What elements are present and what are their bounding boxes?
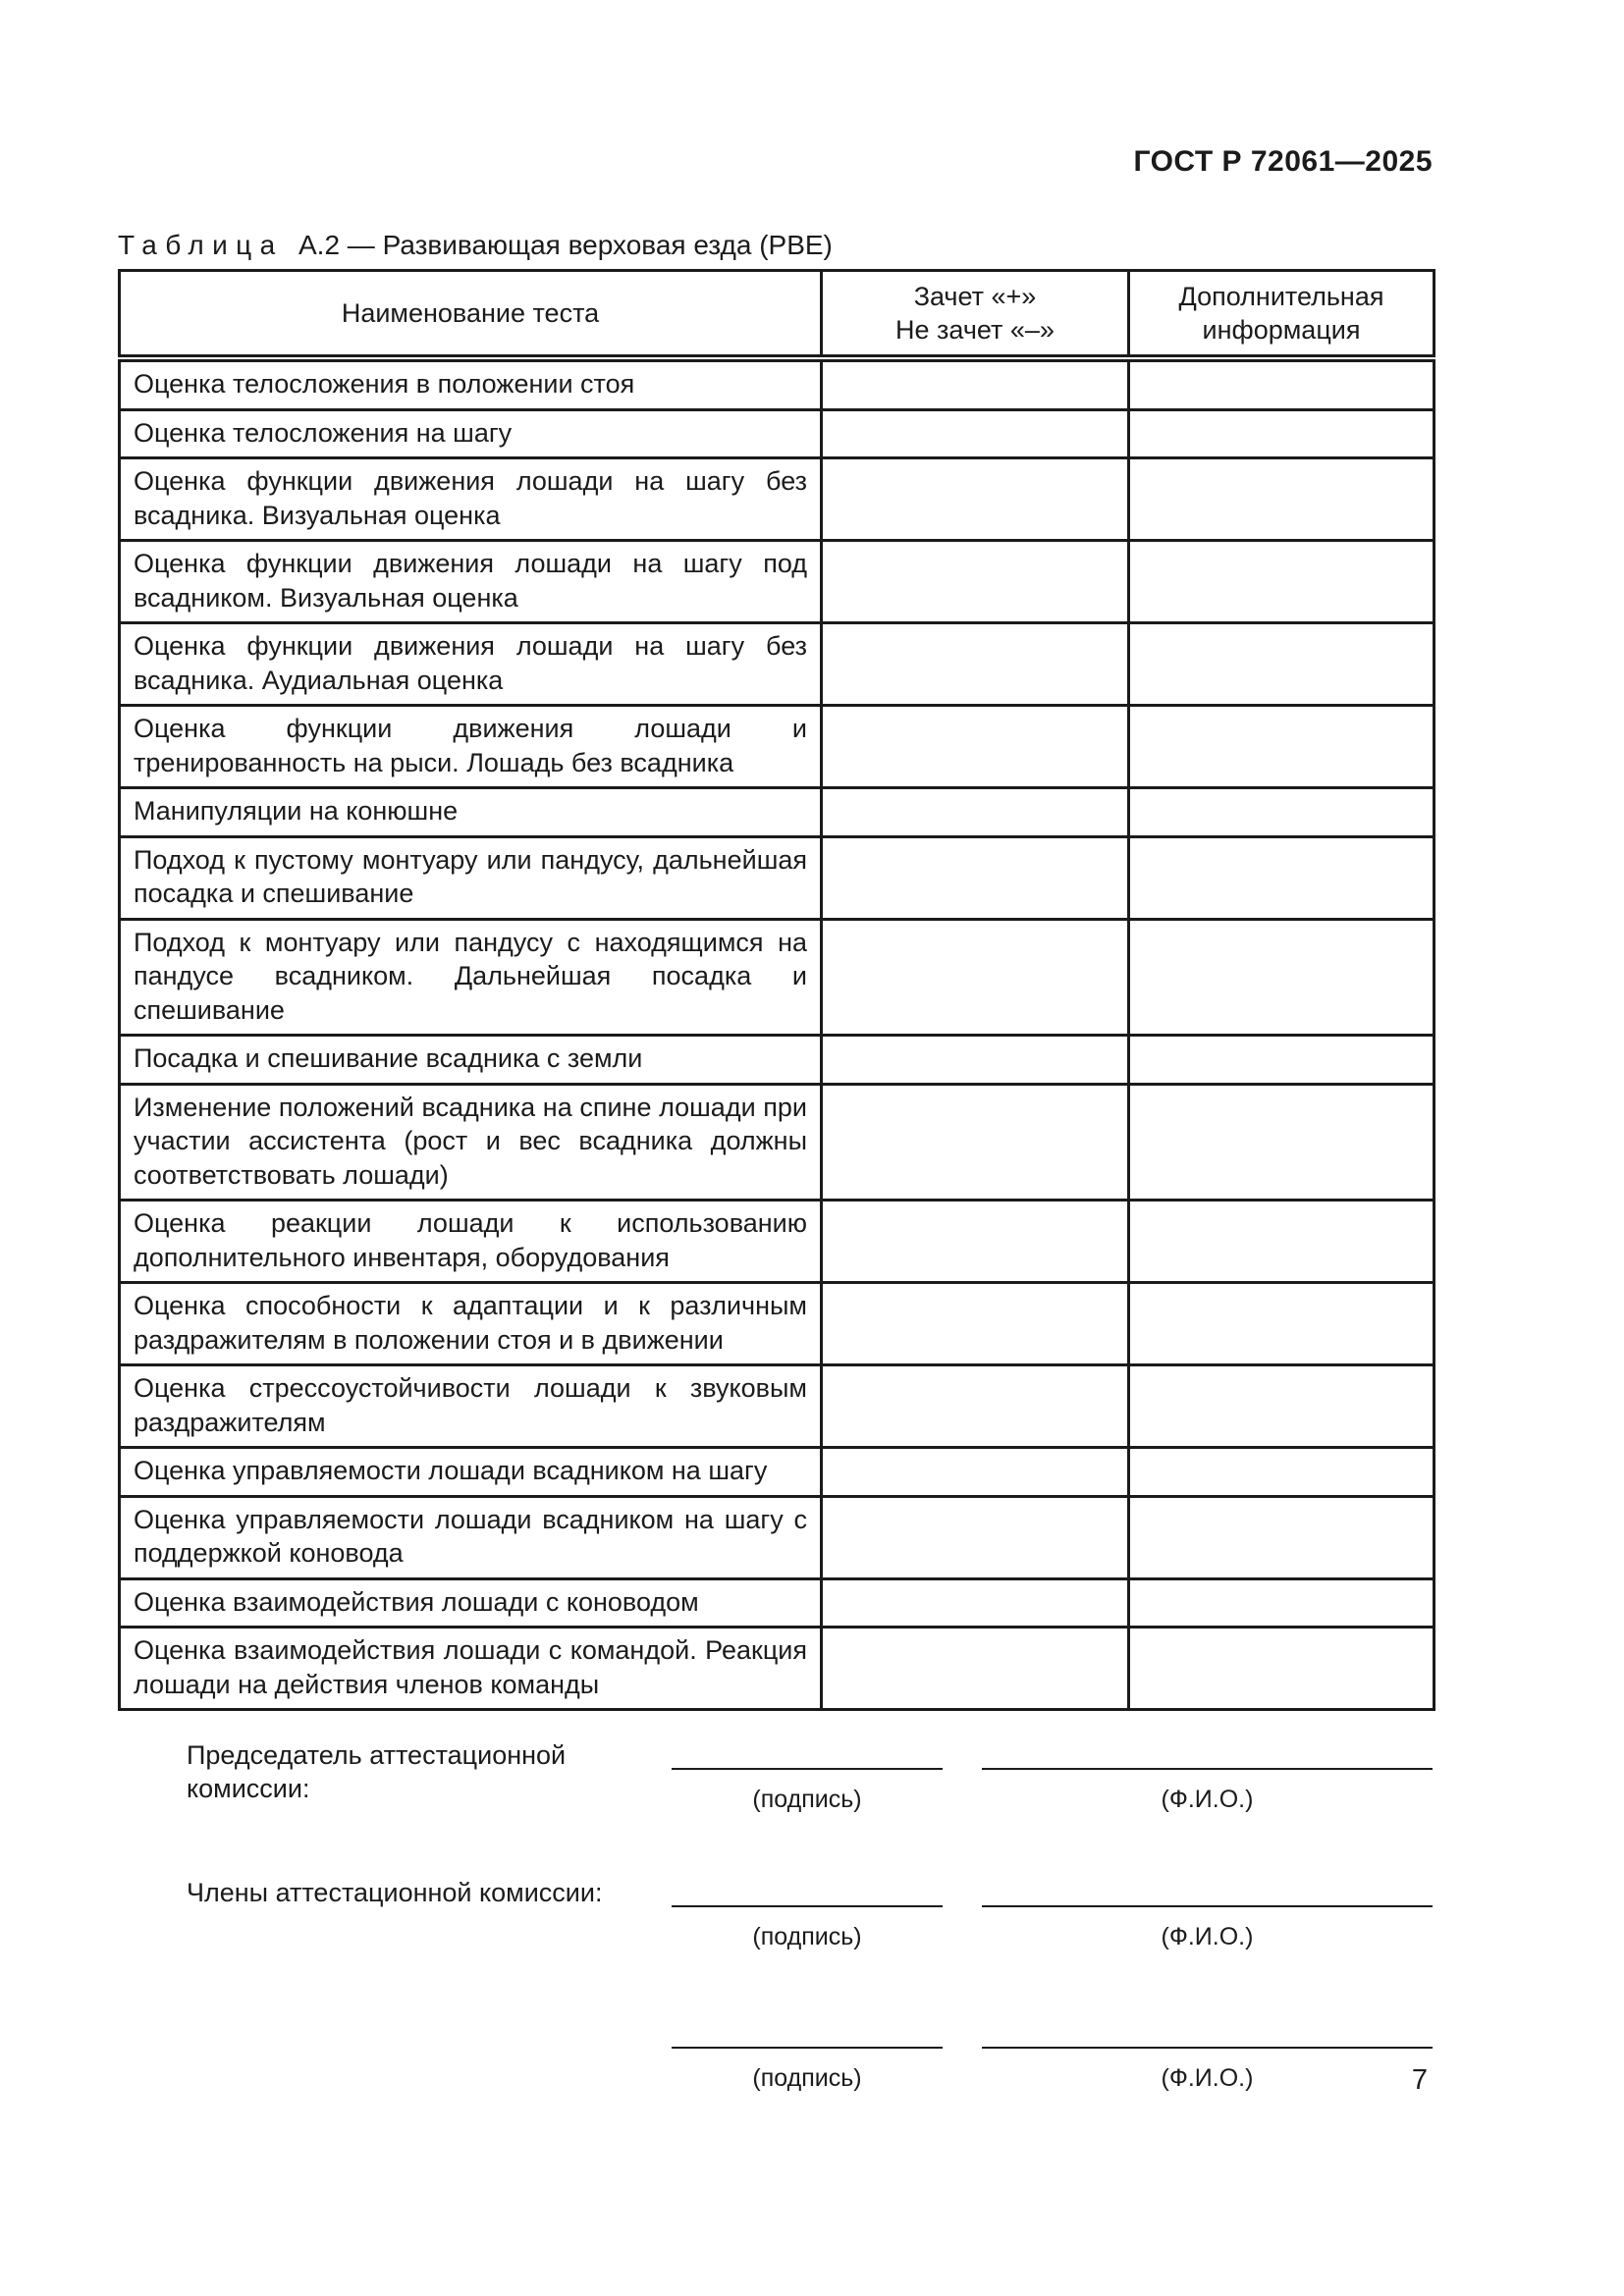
test-name-cell: Подход к пустому монтуару или пандусу, дальнейшая посадка и спешивание bbox=[120, 836, 822, 919]
test-name-cell: Изменение положений всадника на спине лошади при участии ассистента (рост и вес всадника должны соответствовать лошади) bbox=[120, 1084, 822, 1201]
table-row bbox=[120, 706, 1435, 788]
info-cell bbox=[1129, 706, 1435, 788]
signature-caption: (подпись) bbox=[752, 1786, 862, 1813]
score-cell bbox=[822, 541, 1129, 623]
info-cell bbox=[1129, 358, 1435, 409]
test-name-cell: Оценка функции движения лошади на шагу без всадника. Аудиальная оценка bbox=[120, 623, 822, 706]
chairman-label: Председатель аттестационной комиссии: bbox=[187, 1740, 567, 1803]
test-name-cell: Оценка функции движения лошади на шагу без всадника. Визуальная оценка bbox=[120, 458, 822, 541]
name-caption: (Ф.И.О.) bbox=[1161, 2064, 1254, 2092]
table-row bbox=[120, 1578, 1435, 1628]
score-cell bbox=[822, 1201, 1129, 1283]
members-label: Члены аттестационной комиссии: bbox=[187, 1878, 603, 1907]
name-caption: (Ф.И.О.) bbox=[1161, 1923, 1254, 1950]
info-cell bbox=[1129, 1283, 1435, 1365]
signature-row-members-2 bbox=[187, 2017, 1434, 2093]
table-row bbox=[120, 1628, 1435, 1710]
name-field bbox=[982, 1876, 1433, 1951]
info-cell bbox=[1129, 458, 1435, 541]
test-name-cell: Оценка функции движения лошади и тренированность на рыси. Лошадь без всадника bbox=[120, 706, 822, 788]
score-cell bbox=[822, 1084, 1129, 1201]
test-name-cell: Оценка реакции лошади к использованию дополнительного инвентаря, оборудования bbox=[120, 1201, 822, 1283]
table-row bbox=[120, 1283, 1435, 1365]
table-row bbox=[120, 919, 1435, 1036]
info-cell bbox=[1129, 919, 1435, 1036]
signature-field bbox=[672, 2017, 943, 2093]
info-cell bbox=[1129, 1084, 1435, 1201]
score-cell bbox=[822, 1365, 1129, 1448]
table-row bbox=[120, 1448, 1435, 1497]
score-cell bbox=[822, 409, 1129, 458]
name-line bbox=[982, 1738, 1433, 1770]
score-cell bbox=[822, 706, 1129, 788]
header-row bbox=[120, 271, 1435, 359]
info-cell bbox=[1129, 836, 1435, 919]
test-name-cell: Манипуляции на конюшне bbox=[120, 788, 822, 837]
signature-line bbox=[672, 1876, 943, 1907]
name-line bbox=[982, 2017, 1433, 2049]
info-cell bbox=[1129, 1578, 1435, 1628]
score-cell bbox=[822, 1448, 1129, 1497]
test-name-cell: Оценка телосложения на шагу bbox=[120, 409, 822, 458]
test-name-cell: Оценка функции движения лошади на шагу под всадником. Визуальная оценка bbox=[120, 541, 822, 623]
table-row bbox=[120, 458, 1435, 541]
info-cell bbox=[1129, 788, 1435, 837]
table-row bbox=[120, 623, 1435, 706]
score-cell bbox=[822, 458, 1129, 541]
doc-number: ГОСТ Р 72061—2025 bbox=[1133, 145, 1433, 178]
score-cell bbox=[822, 1578, 1129, 1628]
test-name-cell: Оценка телосложения в положении стоя bbox=[120, 358, 822, 409]
signature-caption: (подпись) bbox=[752, 2064, 862, 2092]
table-row bbox=[120, 409, 1435, 458]
test-name-cell: Оценка стрессоустойчивости лошади к звуковым раздражителям bbox=[120, 1365, 822, 1448]
signature-row-members bbox=[187, 1876, 1434, 1951]
page-number: 7 bbox=[1411, 2064, 1428, 2096]
score-cell bbox=[822, 1283, 1129, 1365]
score-header-line2: Не зачет «–» bbox=[895, 315, 1055, 345]
col-header-score bbox=[822, 271, 1129, 359]
signature-field bbox=[672, 1876, 943, 1951]
table-row bbox=[120, 1496, 1435, 1578]
test-name-cell: Оценка управляемости лошади всадником на шагу bbox=[120, 1448, 822, 1497]
info-cell bbox=[1129, 1036, 1435, 1085]
info-cell bbox=[1129, 1448, 1435, 1497]
score-header-line1: Зачет «+» bbox=[913, 282, 1037, 311]
info-cell bbox=[1129, 1628, 1435, 1710]
name-caption: (Ф.И.О.) bbox=[1161, 1786, 1254, 1813]
name-field bbox=[982, 1738, 1433, 1814]
score-cell bbox=[822, 1496, 1129, 1578]
score-cell bbox=[822, 788, 1129, 837]
info-cell bbox=[1129, 409, 1435, 458]
info-cell bbox=[1129, 1201, 1435, 1283]
test-name-cell: Оценка способности к адаптации и к различным раздражителям в положении стоя и в движении bbox=[120, 1283, 822, 1365]
signature-row-chairman bbox=[187, 1738, 1434, 1814]
signature-line bbox=[672, 2017, 943, 2049]
info-cell bbox=[1129, 623, 1435, 706]
name-field bbox=[982, 2017, 1433, 2093]
table-caption bbox=[118, 230, 833, 261]
test-name-cell: Подход к монтуару или пандусу с находящимся на пандусе всадником. Дальнейшая посадка и спешивание bbox=[120, 919, 822, 1036]
score-cell bbox=[822, 919, 1129, 1036]
table-row bbox=[120, 788, 1435, 837]
signature-line bbox=[672, 1738, 943, 1770]
col-header-info: Дополнительная информация bbox=[1129, 271, 1435, 359]
table-row bbox=[120, 1201, 1435, 1283]
score-cell bbox=[822, 836, 1129, 919]
table-row bbox=[120, 541, 1435, 623]
assessment-table bbox=[118, 269, 1435, 1711]
info-cell bbox=[1129, 1365, 1435, 1448]
table-caption-word: Таблица bbox=[118, 230, 284, 260]
score-cell bbox=[822, 623, 1129, 706]
table-row bbox=[120, 1036, 1435, 1085]
table-row bbox=[120, 1084, 1435, 1201]
test-name-cell: Оценка взаимодействия лошади с командой. Реакция лошади на действия членов команды bbox=[120, 1628, 822, 1710]
table-row bbox=[120, 358, 1435, 409]
test-name-cell: Посадка и спешивание всадника с земли bbox=[120, 1036, 822, 1085]
test-name-cell: Оценка управляемости лошади всадником на шагу с поддержкой коновода bbox=[120, 1496, 822, 1578]
info-cell bbox=[1129, 1496, 1435, 1578]
info-cell bbox=[1129, 541, 1435, 623]
table-row bbox=[120, 1365, 1435, 1448]
name-line bbox=[982, 1876, 1433, 1907]
score-cell bbox=[822, 1036, 1129, 1085]
score-cell bbox=[822, 1628, 1129, 1710]
signature-field bbox=[672, 1738, 943, 1814]
table-row bbox=[120, 836, 1435, 919]
table-caption-rest: А.2 — Развивающая верховая езда (РВЕ) bbox=[298, 230, 833, 260]
test-name-cell: Оценка взаимодействия лошади с коноводом bbox=[120, 1578, 822, 1628]
col-header-test-name: Наименование теста bbox=[120, 271, 822, 359]
signature-caption: (подпись) bbox=[752, 1923, 862, 1950]
score-cell bbox=[822, 358, 1129, 409]
